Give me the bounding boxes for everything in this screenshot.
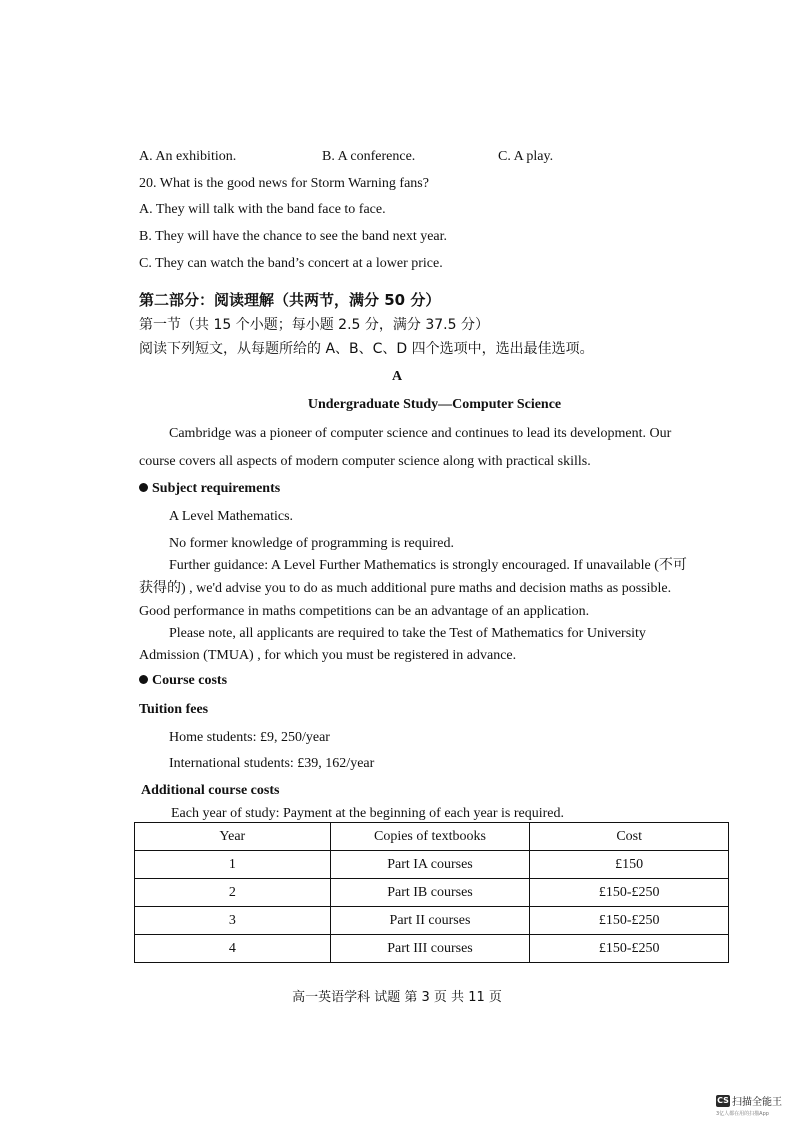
table-header-row <box>135 823 729 851</box>
subject-requirements-heading <box>139 480 280 498</box>
table-cell: Part IB courses <box>330 879 530 907</box>
table-cell: 2 <box>135 879 331 907</box>
scanner-tagline: 3亿人都在用的扫描App <box>716 1111 769 1117</box>
bullet-icon <box>139 483 148 492</box>
additional-costs-note: Each year of study: Payment at the beginning of each year is required. <box>171 806 565 821</box>
note-line-2: Admission (TMUA) , for which you must be registered in advance. <box>139 648 517 663</box>
q19-option-c: C. A play. <box>498 149 554 164</box>
bullet-icon <box>139 675 148 684</box>
q19-option-b: B. A conference. <box>322 149 416 164</box>
table-cell: 3 <box>135 907 331 935</box>
table-row <box>135 907 729 935</box>
course-costs-label: Course costs <box>152 673 228 688</box>
table-cell: Part IA courses <box>330 851 530 879</box>
guidance-line-2: 获得的) , we'd advise you to do as much additional pure maths and decision maths as possible. <box>139 581 672 596</box>
table-row <box>135 851 729 879</box>
costs-table <box>134 822 729 963</box>
intro-line-1: Cambridge was a pioneer of computer science and continues to lead its development. Our <box>169 426 672 441</box>
home-fee: Home students: £9, 250/year <box>169 730 330 745</box>
note-line-1: Please note, all applicants are required to take the Test of Mathematics for University <box>169 626 646 641</box>
scanner-watermark <box>716 1090 782 1117</box>
page-footer: 高一英语学科 试题 第 3 页 共 11 页 <box>292 990 502 1005</box>
q19-option-a: A. An exhibition. <box>139 149 237 164</box>
course-costs-heading <box>139 672 227 690</box>
part2-heading: 第二部分：阅读理解（共两节，满分 50 分） <box>139 291 441 309</box>
table-header-cell: Cost <box>530 823 729 851</box>
table-cell: Part III courses <box>330 935 530 963</box>
q20-option-a: A. They will talk with the band face to face. <box>139 202 386 217</box>
table-cell: £150-£250 <box>530 907 729 935</box>
table-cell: £150-£250 <box>530 935 729 963</box>
section1-heading: 第一节（共 15 个小题；每小题 2.5 分，满分 37.5 分） <box>139 317 489 333</box>
q20-option-b: B. They will have the chance to see the band next year. <box>139 229 448 244</box>
passage-title: Undergraduate Study—Computer Science <box>307 397 562 412</box>
table-cell: 1 <box>135 851 331 879</box>
table-header-cell: Year <box>135 823 331 851</box>
additional-costs-heading: Additional course costs <box>141 783 280 798</box>
table-cell: 4 <box>135 935 331 963</box>
subject-requirements-label: Subject requirements <box>152 481 281 496</box>
requirement-1: A Level Mathematics. <box>169 509 294 524</box>
table-cell: £150-£250 <box>530 879 729 907</box>
guidance-line-1: Further guidance: A Level Further Mathematics is strongly encouraged. If unavailable (不可 <box>169 558 687 573</box>
scanner-app-name: 扫描全能王 <box>732 1097 782 1108</box>
table-row <box>135 935 729 963</box>
table-row <box>135 879 729 907</box>
table-header-cell: Copies of textbooks <box>330 823 530 851</box>
international-fee: International students: £39, 162/year <box>169 756 375 771</box>
q20-option-c: C. They can watch the band’s concert at a lower price. <box>139 256 443 271</box>
table-cell: Part II courses <box>330 907 530 935</box>
table-cell: £150 <box>530 851 729 879</box>
requirement-2: No former knowledge of programming is required. <box>169 536 454 551</box>
q20-question: 20. What is the good news for Storm Warning fans? <box>139 176 429 191</box>
instructions: 阅读下列短文，从每题所给的 A、B、C、D 四个选项中，选出最佳选项。 <box>139 341 594 357</box>
guidance-line-3: Good performance in maths competitions can be an advantage of an application. <box>139 604 590 619</box>
intro-line-2: course covers all aspects of modern computer science along with practical skills. <box>139 454 591 469</box>
passage-letter: A <box>391 369 403 384</box>
camscanner-logo-icon: CS <box>717 1095 729 1105</box>
tuition-fees-heading: Tuition fees <box>139 702 209 717</box>
